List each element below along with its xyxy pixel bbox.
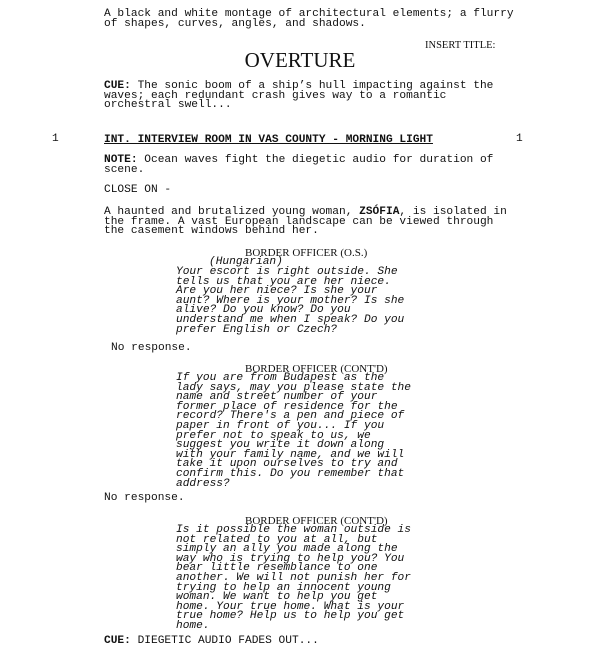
insert-title-label: INSERT TITLE: <box>425 40 496 51</box>
dialogue-1: Your escort is right outside. She tells us that you are her niece. Are you her niece? Is she your aunt? Where is your mother? Is she alive? Do you know? Do you understand me when I speak? Do you prefer English or Czech? <box>176 266 405 336</box>
action-text-before: A haunted and brutalized young woman, <box>104 206 360 218</box>
no-response-1: No response. <box>111 342 192 354</box>
note-text: Ocean waves fight the diegetic audio for duration of scene. <box>104 154 494 176</box>
character-border-officer-contd-2: BORDER OFFICER (CONT'D) <box>245 515 388 527</box>
cue-text-2: DIEGETIC AUDIO FADES OUT... <box>130 635 319 647</box>
opening-action: A black and white montage of architectural elements; a flurry of shapes, curves, angles, and shadows. <box>104 8 514 30</box>
cue-sonic-boom <box>104 82 534 111</box>
scene-number-right: 1 <box>516 133 523 145</box>
no-response-2: No response. <box>104 492 185 504</box>
character-name-zsofia: ZSÓFIA <box>359 206 400 218</box>
overture-title: OVERTURE <box>244 48 356 72</box>
parenthetical-hungarian: (Hungarian) <box>209 256 283 268</box>
close-on-direction: CLOSE ON - <box>104 184 172 196</box>
note-label: NOTE: <box>104 154 138 166</box>
dialogue-2: If you are from Budapest as the lady says, may you please state the name and street number of your former place of residence for the record? There's a pen and piece of paper in front of you... If you prefer not to speak to us, we suggest you write it down along with your family name, and we will take it upon ourselves to try and confirm this. Do you remember that address? <box>176 372 411 490</box>
scene-note <box>104 156 534 175</box>
scene-number-left: 1 <box>52 133 59 145</box>
cue-label-2: CUE: <box>104 635 131 647</box>
scene-heading: INT. INTERVIEW ROOM IN VAS COUNTY - MORNING LIGHT <box>104 134 433 146</box>
character-border-officer-os: BORDER OFFICER (O.S.) <box>245 247 368 259</box>
cue-label: CUE: <box>104 80 131 92</box>
dialogue-3: Is it possible the woman outside is not related to you at all, but simply an ally you made along the way who is trying to help you? You bear little resemblance to one another. We will not punish her for trying to help an innocent young woman. We want to help you get home. Your true home. What is your true home? Help us to help you get home. <box>176 524 411 632</box>
zsofia-action <box>104 208 534 237</box>
action-text-after: , is isolated in the frame. A vast European landscape can be viewed through the casement windows behind her. <box>104 206 507 238</box>
cue-text: The sonic boom of a ship’s hull impacting against the waves; each redundant crash gives way to a romantic orchestral swell... <box>104 80 494 112</box>
cue-audio-fades <box>104 637 534 647</box>
character-border-officer-contd-1: BORDER OFFICER (CONT'D) <box>245 363 388 375</box>
